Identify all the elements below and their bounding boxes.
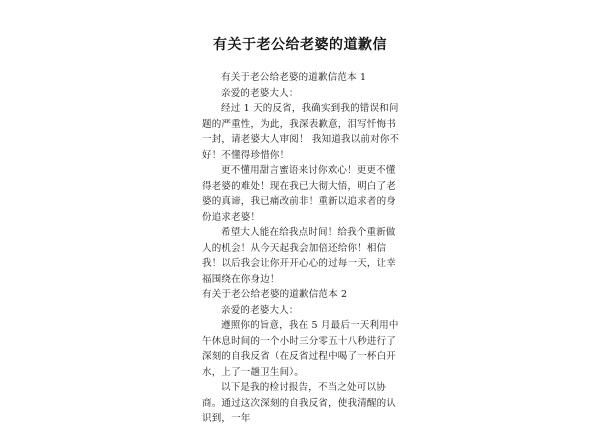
paragraph-salutation-1: 亲爱的老婆大人： (221, 87, 299, 99)
paragraph-heading-sample-2: 有关于老公给老婆的道歉信范本 2 (202, 289, 348, 300)
paragraph: 以下是我的检讨报告，不当之处可以协商。通过这次深刻的自我反省，使我清醒的认识到，一年 (202, 382, 397, 424)
paragraph: 遵照你的旨意，我在 5 月最后一天利用中午休息时间的一个小时三分零五十八秒进行了深刻的自我反省（在反省过程中喝了一杯白开水，上了一趟卫生间）。 (202, 320, 399, 378)
paragraph-salutation-2: 亲爱的老婆大人： (221, 304, 299, 316)
paragraph: 希望大人能在给我点时间！给我个重新做人的机会！从今天起我会加倍还给你！相信我！以后我会让你开开心心的过每一天，让幸福围绕在你身边！ (202, 227, 397, 285)
document-title: 有关于老公给老婆的道歉信 (213, 37, 387, 53)
paragraph-heading-sample-1: 有关于老公给老婆的道歉信范本 1 (221, 72, 367, 83)
document-body (202, 70, 402, 427)
paragraph: 经过 1 天的反省，我确实到我的错误和问题的严重性，为此，我深表歉意，泪写忏悔书一封，请老婆大人审阅！ 我知道我以前对你不好！不懂得珍惜你！ (202, 103, 400, 161)
paragraph: 更不懂用甜言蜜语来讨你欢心！更更不懂得老婆的难处！现在我已大彻大悟，明白了老婆的真谛，我已痛改前非！重新以追求者的身份追求老婆！ (202, 165, 397, 223)
